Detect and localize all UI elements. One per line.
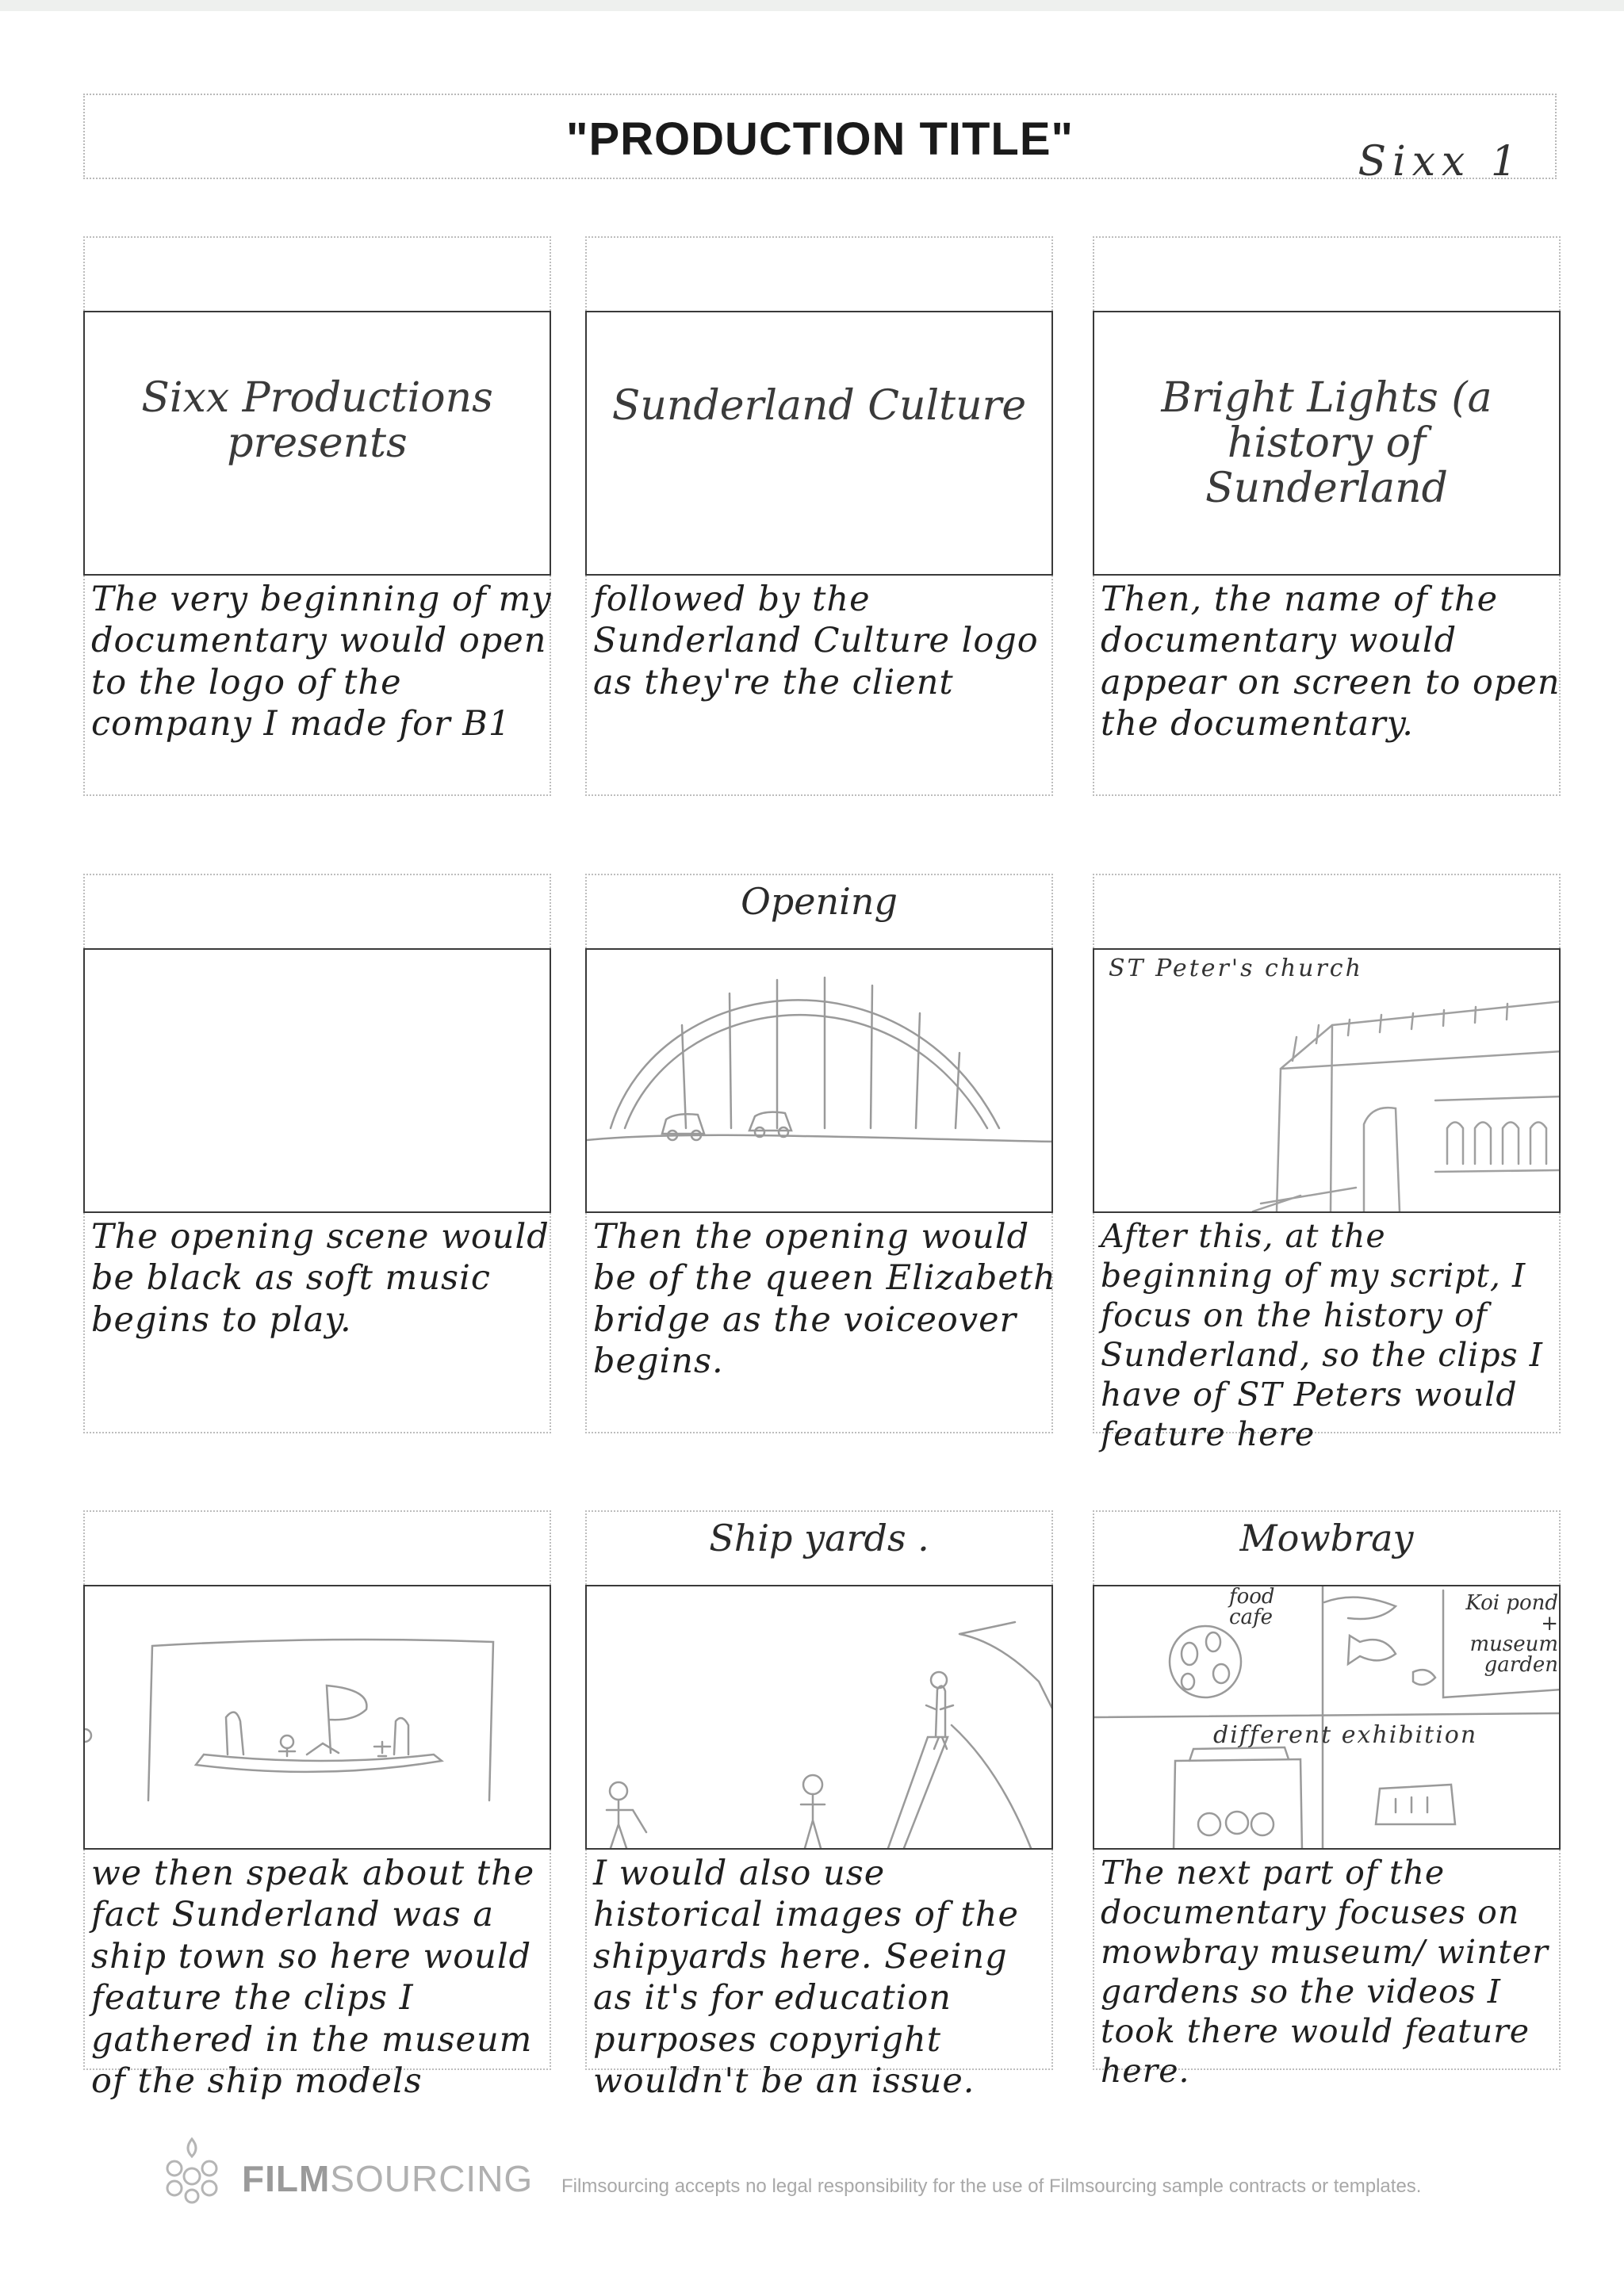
title-box	[83, 94, 1557, 186]
panel-frame	[585, 311, 1053, 576]
panel-frame	[1093, 948, 1561, 1213]
footer-disclaimer: Filmsourcing accepts no legal responsibility for the use of Filmsourcing sample contracts or templates.	[561, 2175, 1422, 2197]
panel-caption-box	[83, 1510, 551, 1585]
sketch-note-food: food cafe	[1229, 1585, 1275, 1629]
panel-frame	[1093, 311, 1561, 576]
panel-description-box	[1093, 1213, 1561, 1454]
panel-frame	[83, 1585, 551, 1850]
panel-description-box	[1093, 576, 1561, 796]
production-title: "PRODUCTION TITLE"	[565, 113, 1074, 165]
panel-caption: Mowbray	[1239, 1517, 1414, 1559]
frame-location-label: ST Peter's church	[1109, 955, 1363, 982]
brand-bold: FILM	[242, 2158, 331, 2199]
scan-top-edge	[0, 0, 1624, 11]
panel-frame	[585, 1585, 1053, 1850]
panel-description: Then, the name of the documentary would appear on screen to open the documentary.	[1101, 580, 1561, 744]
frame-title-text: Sixx Productions presents	[141, 374, 493, 468]
panel-description: After this, at the beginning of my script, I focus on the history of Sunderland, so the clips I have of ST Peters would feature here	[1101, 1217, 1543, 1454]
sketch-note-exhibition: different exhibition	[1213, 1721, 1478, 1749]
frame-title-text: Sunderland Culture	[611, 382, 1027, 430]
panel-description: we then speak about the fact Sunderland was a ship town so here would feature the clips I gathered in the museum of the ship models	[91, 1854, 535, 2102]
panel-description: The very beginning of my documentary would open to the logo of the company I made for B1	[91, 580, 552, 744]
panel-caption-box	[1093, 1510, 1561, 1585]
filmsourcing-brand	[242, 2157, 533, 2200]
church-sketch	[1094, 950, 1561, 1213]
panel-description-box	[83, 576, 551, 796]
panel-description-box	[585, 1213, 1056, 1433]
handwritten-name: Sixx 1	[1358, 138, 1523, 186]
panel-frame	[585, 948, 1053, 1213]
panel-description-box	[83, 1213, 551, 1433]
panel-caption-box	[1093, 874, 1561, 948]
sketch-note-koi: Koi pond + museum garden	[1465, 1591, 1558, 1677]
panel-description: followed by the Sunderland Culture logo as they're the client	[593, 580, 1039, 702]
museum-ship-sketch	[85, 1586, 551, 1850]
filmsourcing-logo-icon	[152, 2133, 232, 2204]
panel-frame	[83, 311, 551, 576]
shipyard-sketch	[587, 1586, 1053, 1850]
panel-caption-box	[83, 874, 551, 948]
panel-description: Then the opening would be of the queen Elizabeth bridge as the voiceover begins.	[593, 1217, 1056, 1382]
panel-frame	[1093, 1585, 1561, 1850]
panel-description-box	[585, 576, 1053, 796]
frame-title-text: Bright Lights (a history of Sunderland	[1161, 374, 1492, 513]
panel-caption: Ship yards .	[709, 1517, 929, 1559]
panel-description: I would also use historical images of the shipyards here. Seeing as it's for education purposes copyright wouldn't be an issue.	[593, 1854, 1019, 2102]
panel-frame-black-screen	[83, 948, 551, 1213]
panel-description-box	[585, 1850, 1053, 2102]
bridge-sketch	[587, 950, 1053, 1213]
panel-description-box	[83, 1850, 551, 2102]
panel-caption-box	[1093, 236, 1561, 311]
panel-description: The next part of the documentary focuses on mowbray museum/ winter gardens so the videos I took there would feature here.	[1101, 1854, 1549, 2091]
panel-caption-box	[83, 236, 551, 311]
panel-caption-box	[585, 1510, 1053, 1585]
panel-description-box	[1093, 1850, 1561, 2091]
brand-light: SOURCING	[330, 2158, 534, 2199]
panel-caption-box	[585, 236, 1053, 311]
panel-caption: Opening	[741, 880, 898, 923]
panel-caption-box	[585, 874, 1053, 948]
panel-description: The opening scene would be black as soft music begins to play.	[91, 1217, 550, 1340]
